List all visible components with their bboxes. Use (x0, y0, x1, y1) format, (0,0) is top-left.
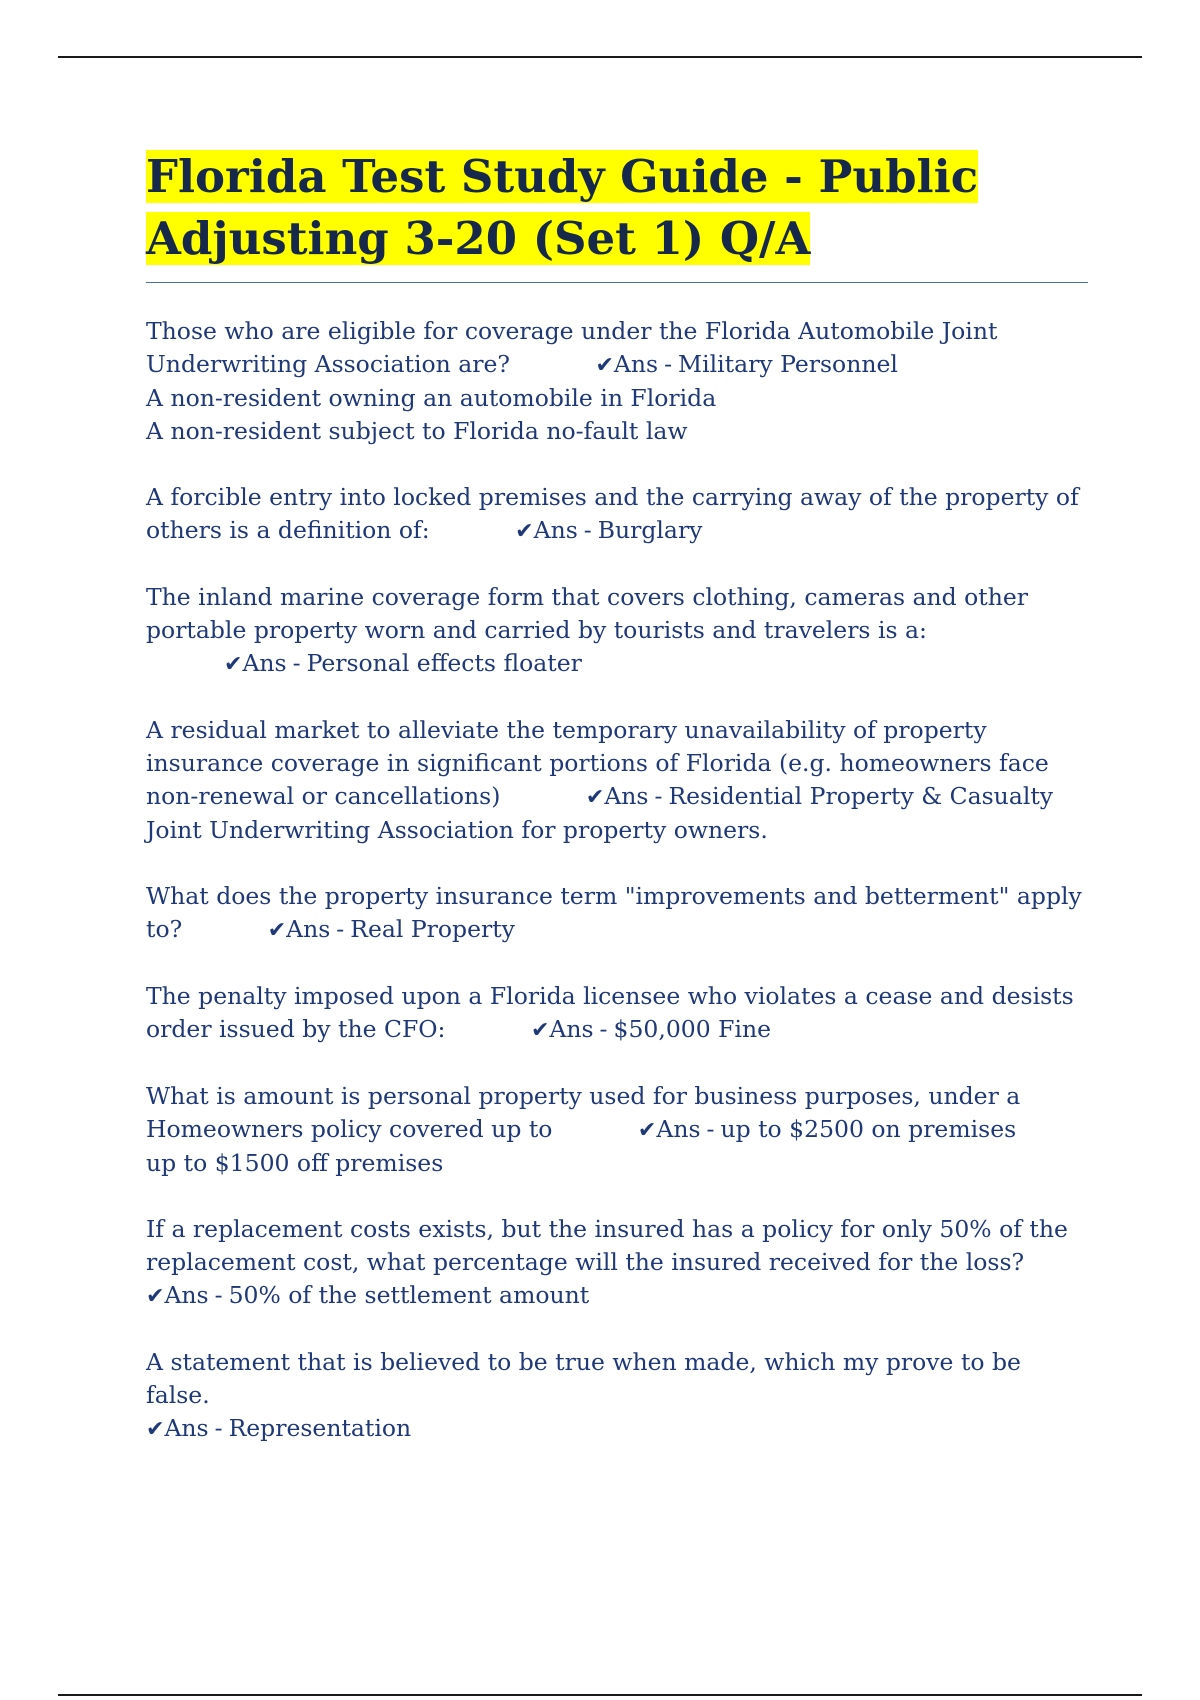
check-icon: ✔ (595, 353, 614, 378)
answer-separator: - (583, 516, 592, 544)
answer-text: Burglary (597, 516, 703, 544)
answer-marker (638, 1115, 721, 1143)
title-underline (146, 282, 1088, 283)
answer-marker (146, 1281, 229, 1309)
answer-text: Residential Property & Casualty Joint Underwriting Association for property owners. (146, 782, 1054, 844)
answer-separator: - (336, 915, 345, 943)
title-line-1: Florida Test Study Guide - Public (146, 150, 979, 203)
check-icon: ✔ (530, 1018, 550, 1043)
check-icon: ✔ (637, 1118, 657, 1143)
document-body (146, 146, 1088, 1479)
answer-label: Ans (164, 1414, 209, 1442)
check-icon: ✔ (585, 785, 605, 810)
qa-item (146, 1213, 1088, 1313)
answer-marker (586, 782, 669, 810)
answer-separator: - (214, 1281, 223, 1309)
qa-item (146, 880, 1088, 947)
answer-extra-line: A non-resident owning an automobile in Florida (146, 384, 717, 412)
answer-marker (515, 516, 598, 544)
check-icon: ✔ (224, 652, 243, 677)
question-text: Those who are eligible for coverage under the Florida Automobile Joint Underwriting Association are? (146, 317, 998, 378)
answer-text: Personal effects floater (306, 649, 582, 677)
answer-label: Ans (656, 1115, 701, 1143)
qa-item (146, 315, 1088, 448)
answer-text: up to $2500 on premises (720, 1115, 1017, 1143)
question-text: A residual market to alleviate the temporary unavailability of property insurance coverage in significant portions of Florida (e.g. homeowners face non-renewal or cancellations) (146, 716, 1049, 810)
check-icon: ✔ (267, 918, 287, 943)
qa-item (146, 581, 1088, 681)
answer-text: Real Property (350, 915, 515, 943)
question-text: What does the property insurance term "improvements and betterment" apply to? (146, 882, 1082, 943)
answer-label: Ans (613, 350, 659, 378)
answer-marker (224, 649, 307, 677)
document-title (146, 146, 1088, 270)
check-icon: ✔ (146, 1417, 165, 1442)
question-text: The penalty imposed upon a Florida licensee who violates a cease and desists order issued by the CFO: (146, 982, 1074, 1043)
qa-item (146, 481, 1088, 548)
question-text: If a replacement costs exists, but the insured has a policy for only 50% of the replacement cost, what percentage will the insured received for the loss? (146, 1215, 1068, 1276)
answer-label: Ans (286, 915, 331, 943)
answer-text: $50,000 Fine (613, 1015, 772, 1043)
answer-text: Representation (228, 1414, 412, 1442)
title-line-2: Adjusting 3-20 (Set 1) Q/A (146, 212, 811, 265)
answer-marker (531, 1015, 614, 1043)
answer-label: Ans (242, 649, 287, 677)
check-icon: ✔ (146, 1284, 165, 1309)
answer-separator: - (664, 350, 673, 378)
answer-label: Ans (533, 516, 578, 544)
answer-separator: - (214, 1414, 223, 1442)
answer-marker (595, 350, 678, 378)
question-text: A statement that is believed to be true when made, which my prove to be false. (146, 1348, 1021, 1409)
answer-extra-line: A non-resident subject to Florida no-fault law (146, 417, 688, 445)
check-icon: ✔ (515, 519, 534, 544)
answer-text: 50% of the settlement amount (228, 1281, 590, 1309)
qa-list (146, 315, 1088, 1446)
bottom-rule (58, 1694, 1142, 1696)
answer-separator: - (706, 1115, 715, 1143)
answer-label: Ans (604, 782, 649, 810)
answer-label: Ans (549, 1015, 594, 1043)
qa-item (146, 980, 1088, 1047)
qa-item (146, 1080, 1088, 1180)
top-rule (58, 56, 1142, 58)
answer-separator: - (654, 782, 663, 810)
qa-item (146, 1346, 1088, 1446)
question-text: What is amount is personal property used for business purposes, under a Homeowners policy covered up to (146, 1082, 1021, 1143)
qa-item (146, 714, 1088, 847)
answer-text: Military Personnel (678, 350, 898, 378)
answer-extra-line: up to $1500 off premises (146, 1149, 444, 1177)
answer-separator: - (292, 649, 301, 677)
question-text: A forcible entry into locked premises and the carrying away of the property of others is a definition of: (146, 483, 1079, 544)
answer-marker (146, 1414, 229, 1442)
answer-label: Ans (164, 1281, 209, 1309)
answer-marker (268, 915, 351, 943)
question-text: The inland marine coverage form that covers clothing, cameras and other portable property worn and carried by tourists and travelers is a: (146, 583, 1029, 644)
answer-separator: - (599, 1015, 608, 1043)
